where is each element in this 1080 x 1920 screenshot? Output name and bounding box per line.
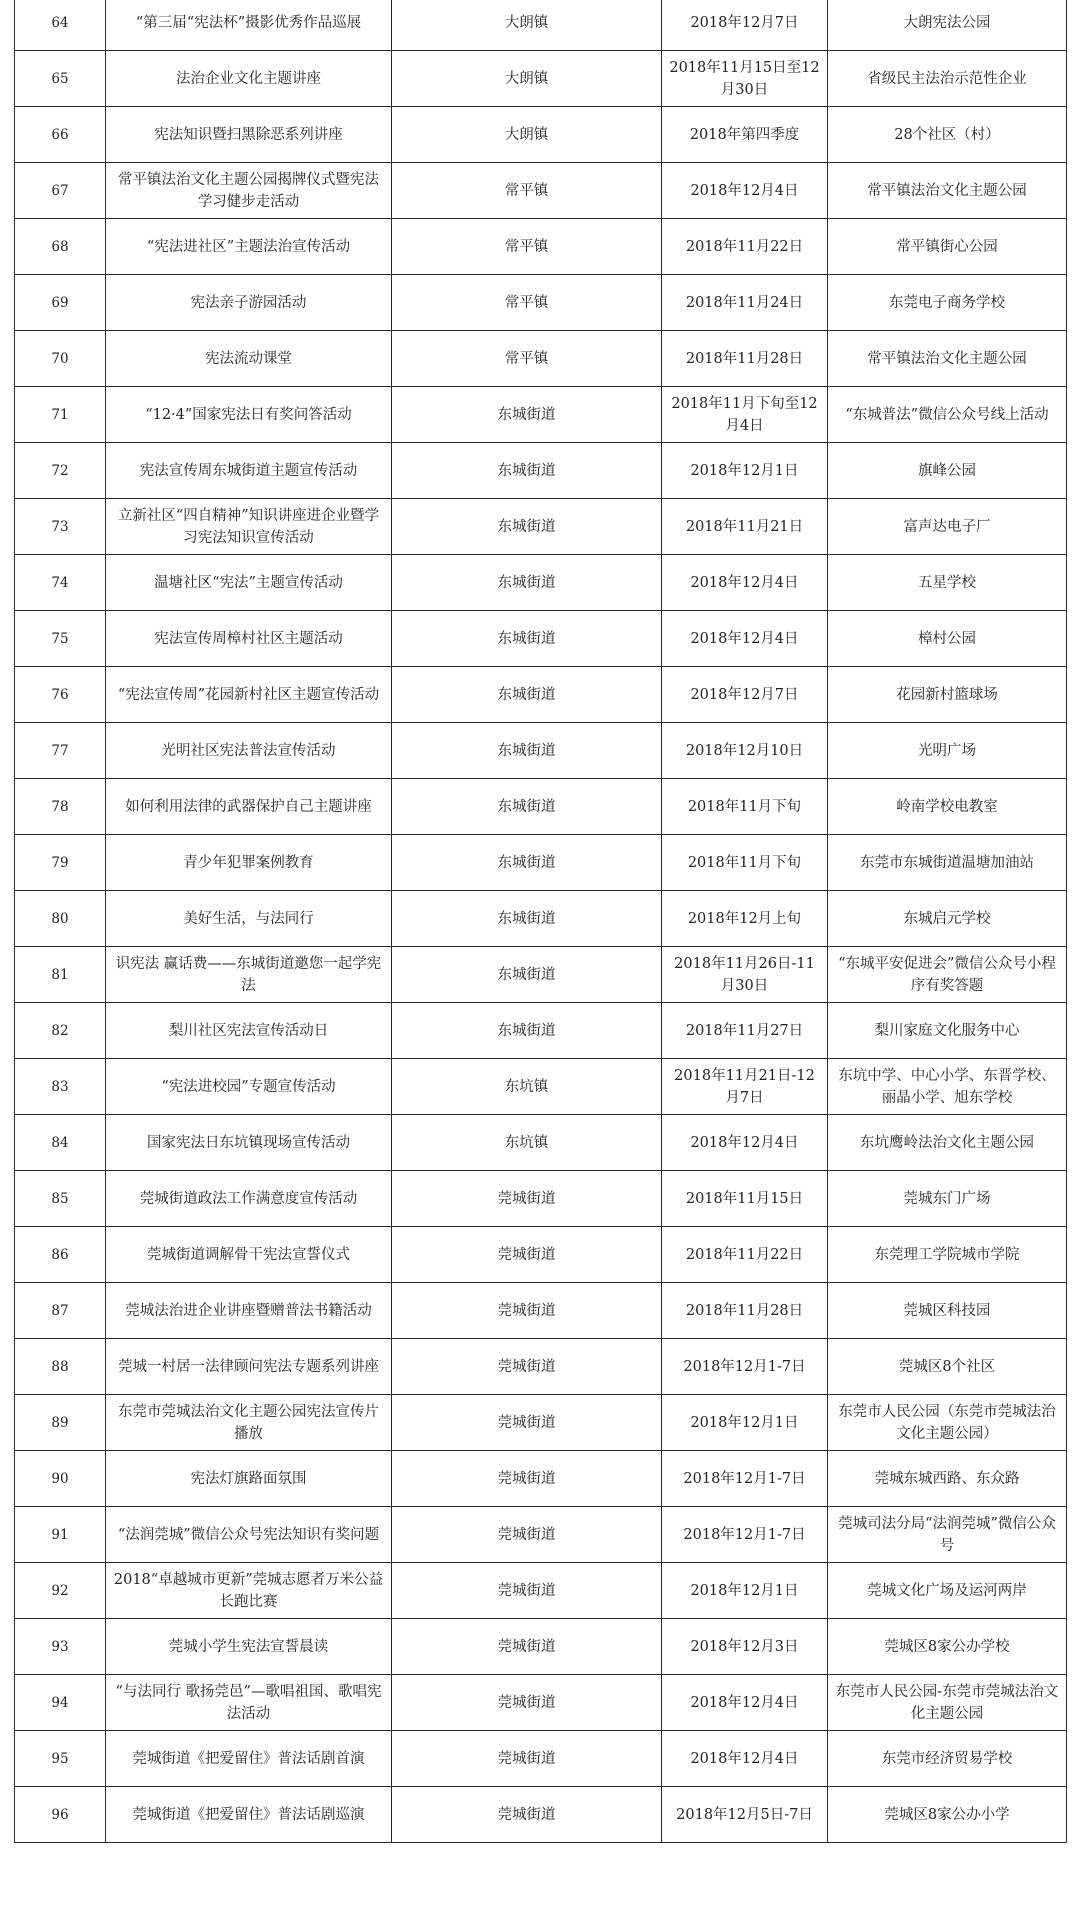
organizer-cell: 东城街道: [392, 779, 662, 835]
date-cell: 2018年12月1日: [662, 1563, 828, 1619]
date-cell: 2018年11月21日-12月7日: [662, 1059, 828, 1115]
activity-name-cell: “宪法宣传周”花园新村社区主题宣传活动: [106, 667, 392, 723]
row-number-cell: 70: [15, 331, 106, 387]
venue-cell: 东莞市人民公园-东莞市莞城法治文化主题公园: [828, 1675, 1067, 1731]
row-number-cell: 71: [15, 387, 106, 443]
table-row: [15, 1451, 1067, 1507]
date-cell: 2018年12月4日: [662, 1115, 828, 1171]
table-row: [15, 1619, 1067, 1675]
date-cell: 2018年12月1-7日: [662, 1339, 828, 1395]
row-number-cell: 72: [15, 443, 106, 499]
activity-name-cell: 如何利用法律的武器保护自己主题讲座: [106, 779, 392, 835]
date-cell: 2018年12月上旬: [662, 891, 828, 947]
row-number-cell: 64: [15, 0, 106, 51]
row-number-cell: 89: [15, 1395, 106, 1451]
activity-name-cell: “第三届“宪法杯”摄影优秀作品巡展: [106, 0, 392, 51]
date-cell: 2018年12月4日: [662, 555, 828, 611]
table-row: [15, 667, 1067, 723]
activity-name-cell: “宪法进校园”专题宣传活动: [106, 1059, 392, 1115]
activity-name-cell: 梨川社区宪法宣传活动日: [106, 1003, 392, 1059]
table-row: [15, 891, 1067, 947]
venue-cell: 常平镇街心公园: [828, 219, 1067, 275]
date-cell: 2018年11月下旬: [662, 779, 828, 835]
venue-cell: 花园新村篮球场: [828, 667, 1067, 723]
organizer-cell: 莞城街道: [392, 1675, 662, 1731]
row-number-cell: 95: [15, 1731, 106, 1787]
table-row: [15, 947, 1067, 1003]
table-row: [15, 1171, 1067, 1227]
date-cell: 2018年11月28日: [662, 1283, 828, 1339]
organizer-cell: 莞城街道: [392, 1451, 662, 1507]
organizer-cell: 常平镇: [392, 275, 662, 331]
date-cell: 2018年第四季度: [662, 107, 828, 163]
date-cell: 2018年12月7日: [662, 667, 828, 723]
venue-cell: 东坑中学、中心小学、东晋学校、丽晶小学、旭东学校: [828, 1059, 1067, 1115]
table-row: [15, 835, 1067, 891]
date-cell: 2018年11月15日至12月30日: [662, 51, 828, 107]
row-number-cell: 66: [15, 107, 106, 163]
row-number-cell: 73: [15, 499, 106, 555]
venue-cell: 富声达电子厂: [828, 499, 1067, 555]
organizer-cell: 东坑镇: [392, 1059, 662, 1115]
activity-name-cell: 宪法灯旗路面氛围: [106, 1451, 392, 1507]
row-number-cell: 69: [15, 275, 106, 331]
activity-name-cell: 宪法亲子游园活动: [106, 275, 392, 331]
activity-name-cell: 美好生活，与法同行: [106, 891, 392, 947]
date-cell: 2018年12月1日: [662, 1395, 828, 1451]
venue-cell: 常平镇法治文化主题公园: [828, 331, 1067, 387]
row-number-cell: 79: [15, 835, 106, 891]
venue-cell: 莞城区8家公办小学: [828, 1787, 1067, 1843]
venue-cell: 梨川家庭文化服务中心: [828, 1003, 1067, 1059]
table-row: [15, 1339, 1067, 1395]
table-row: [15, 723, 1067, 779]
activity-name-cell: “12·4”国家宪法日有奖问答活动: [106, 387, 392, 443]
row-number-cell: 74: [15, 555, 106, 611]
venue-cell: “东城平安促进会”微信公众号小程序有奖答题: [828, 947, 1067, 1003]
date-cell: 2018年12月1-7日: [662, 1507, 828, 1563]
date-cell: 2018年11月24日: [662, 275, 828, 331]
row-number-cell: 96: [15, 1787, 106, 1843]
table-row: [15, 1507, 1067, 1563]
table-row: [15, 1675, 1067, 1731]
venue-cell: 东莞市经济贸易学校: [828, 1731, 1067, 1787]
activity-name-cell: 常平镇法治文化主题公园揭牌仪式暨宪法学习健步走活动: [106, 163, 392, 219]
row-number-cell: 91: [15, 1507, 106, 1563]
activity-name-cell: 宪法知识暨扫黑除恶系列讲座: [106, 107, 392, 163]
organizer-cell: 莞城街道: [392, 1619, 662, 1675]
venue-cell: 莞城东门广场: [828, 1171, 1067, 1227]
row-number-cell: 86: [15, 1227, 106, 1283]
table-row: [15, 555, 1067, 611]
date-cell: 2018年11月下旬: [662, 835, 828, 891]
row-number-cell: 93: [15, 1619, 106, 1675]
date-cell: 2018年12月4日: [662, 163, 828, 219]
organizer-cell: 东城街道: [392, 947, 662, 1003]
row-number-cell: 65: [15, 51, 106, 107]
organizer-cell: 大朗镇: [392, 0, 662, 51]
date-cell: 2018年12月4日: [662, 611, 828, 667]
organizer-cell: 东城街道: [392, 611, 662, 667]
venue-cell: 28个社区（村）: [828, 107, 1067, 163]
row-number-cell: 78: [15, 779, 106, 835]
venue-cell: 东坑鹰岭法治文化主题公园: [828, 1115, 1067, 1171]
activity-name-cell: 莞城一村居一法律顾问宪法专题系列讲座: [106, 1339, 392, 1395]
activity-name-cell: 宪法宣传周东城街道主题宣传活动: [106, 443, 392, 499]
table-row: [15, 1731, 1067, 1787]
table-row: [15, 1787, 1067, 1843]
activity-name-cell: 宪法流动课堂: [106, 331, 392, 387]
activity-name-cell: 国家宪法日东坑镇现场宣传活动: [106, 1115, 392, 1171]
row-number-cell: 83: [15, 1059, 106, 1115]
row-number-cell: 81: [15, 947, 106, 1003]
date-cell: 2018年11月下旬至12月4日: [662, 387, 828, 443]
organizer-cell: 莞城街道: [392, 1339, 662, 1395]
table-row: [15, 275, 1067, 331]
organizer-cell: 东坑镇: [392, 1115, 662, 1171]
date-cell: 2018年11月27日: [662, 1003, 828, 1059]
activity-name-cell: 莞城街道《把爱留住》普法话剧首演: [106, 1731, 392, 1787]
activity-name-cell: 宪法宣传周樟村社区主题活动: [106, 611, 392, 667]
activity-name-cell: “宪法进社区”主题法治宣传活动: [106, 219, 392, 275]
row-number-cell: 85: [15, 1171, 106, 1227]
organizer-cell: 东城街道: [392, 443, 662, 499]
date-cell: 2018年12月5日-7日: [662, 1787, 828, 1843]
row-number-cell: 76: [15, 667, 106, 723]
date-cell: 2018年12月1日: [662, 443, 828, 499]
venue-cell: 旗峰公园: [828, 443, 1067, 499]
date-cell: 2018年12月10日: [662, 723, 828, 779]
date-cell: 2018年12月1-7日: [662, 1451, 828, 1507]
row-number-cell: 82: [15, 1003, 106, 1059]
table-row: [15, 331, 1067, 387]
venue-cell: 东莞市东城街道温塘加油站: [828, 835, 1067, 891]
venue-cell: “东城普法”微信公众号线上活动: [828, 387, 1067, 443]
organizer-cell: 东城街道: [392, 1003, 662, 1059]
table-row: [15, 1395, 1067, 1451]
organizer-cell: 东城街道: [392, 723, 662, 779]
venue-cell: 东莞市人民公园（东莞市莞城法治文化主题公园）: [828, 1395, 1067, 1451]
activity-name-cell: 莞城街道《把爱留住》普法话剧巡演: [106, 1787, 392, 1843]
row-number-cell: 77: [15, 723, 106, 779]
activity-name-cell: 温塘社区“宪法”主题宣传活动: [106, 555, 392, 611]
row-number-cell: 75: [15, 611, 106, 667]
venue-cell: 五星学校: [828, 555, 1067, 611]
organizer-cell: 东城街道: [392, 555, 662, 611]
venue-cell: 樟村公园: [828, 611, 1067, 667]
date-cell: 2018年11月21日: [662, 499, 828, 555]
table-row: [15, 107, 1067, 163]
activity-name-cell: 东莞市莞城法治文化主题公园宪法宣传片播放: [106, 1395, 392, 1451]
organizer-cell: 莞城街道: [392, 1563, 662, 1619]
table-row: [15, 0, 1067, 51]
table-row: [15, 1115, 1067, 1171]
venue-cell: 东城启元学校: [828, 891, 1067, 947]
organizer-cell: 莞城街道: [392, 1171, 662, 1227]
venue-cell: 常平镇法治文化主题公园: [828, 163, 1067, 219]
venue-cell: 莞城区科技园: [828, 1283, 1067, 1339]
organizer-cell: 常平镇: [392, 219, 662, 275]
date-cell: 2018年12月7日: [662, 0, 828, 51]
activity-name-cell: 光明社区宪法普法宣传活动: [106, 723, 392, 779]
date-cell: 2018年12月4日: [662, 1675, 828, 1731]
organizer-cell: 莞城街道: [392, 1227, 662, 1283]
venue-cell: 东莞理工学院城市学院: [828, 1227, 1067, 1283]
activity-name-cell: “与法同行 歌扬莞邑”—歌唱祖国、歌唱宪法活动: [106, 1675, 392, 1731]
table-row: [15, 1563, 1067, 1619]
date-cell: 2018年11月26日-11月30日: [662, 947, 828, 1003]
row-number-cell: 87: [15, 1283, 106, 1339]
venue-cell: 省级民主法治示范性企业: [828, 51, 1067, 107]
table-row: [15, 1059, 1067, 1115]
row-number-cell: 80: [15, 891, 106, 947]
activity-name-cell: 法治企业文化主题讲座: [106, 51, 392, 107]
organizer-cell: 莞城街道: [392, 1787, 662, 1843]
organizer-cell: 东城街道: [392, 891, 662, 947]
table-row: [15, 611, 1067, 667]
table-row: [15, 51, 1067, 107]
date-cell: 2018年11月22日: [662, 1227, 828, 1283]
row-number-cell: 90: [15, 1451, 106, 1507]
activity-name-cell: 立新社区“四自精神”知识讲座进企业暨学习宪法知识宣传活动: [106, 499, 392, 555]
venue-cell: 莞城司法分局“法润莞城”微信公众号: [828, 1507, 1067, 1563]
date-cell: 2018年11月15日: [662, 1171, 828, 1227]
activity-name-cell: 莞城街道政法工作满意度宣传活动: [106, 1171, 392, 1227]
activity-table-body: [15, 0, 1067, 1843]
table-row: [15, 1003, 1067, 1059]
activity-table: [14, 0, 1067, 1843]
venue-cell: 莞城文化广场及运河两岸: [828, 1563, 1067, 1619]
activity-name-cell: 莞城街道调解骨干宪法宣誓仪式: [106, 1227, 392, 1283]
activity-name-cell: 莞城小学生宪法宣誓晨读: [106, 1619, 392, 1675]
date-cell: 2018年12月4日: [662, 1731, 828, 1787]
activity-name-cell: 2018“卓越城市更新”莞城志愿者万米公益长跑比赛: [106, 1563, 392, 1619]
table-row: [15, 163, 1067, 219]
venue-cell: 莞城东城西路、东众路: [828, 1451, 1067, 1507]
activity-name-cell: 识宪法 赢话费——东城街道邀您一起学宪法: [106, 947, 392, 1003]
organizer-cell: 莞城街道: [392, 1395, 662, 1451]
table-row: [15, 1227, 1067, 1283]
row-number-cell: 67: [15, 163, 106, 219]
organizer-cell: 常平镇: [392, 163, 662, 219]
row-number-cell: 92: [15, 1563, 106, 1619]
venue-cell: 光明广场: [828, 723, 1067, 779]
table-row: [15, 387, 1067, 443]
table-row: [15, 443, 1067, 499]
venue-cell: 东莞电子商务学校: [828, 275, 1067, 331]
organizer-cell: 莞城街道: [392, 1507, 662, 1563]
row-number-cell: 84: [15, 1115, 106, 1171]
organizer-cell: 东城街道: [392, 667, 662, 723]
table-row: [15, 779, 1067, 835]
organizer-cell: 莞城街道: [392, 1731, 662, 1787]
organizer-cell: 东城街道: [392, 835, 662, 891]
date-cell: 2018年11月28日: [662, 331, 828, 387]
activity-name-cell: “法润莞城”微信公众号宪法知识有奖问题: [106, 1507, 392, 1563]
organizer-cell: 东城街道: [392, 499, 662, 555]
venue-cell: 大朗宪法公园: [828, 0, 1067, 51]
venue-cell: 莞城区8家公办学校: [828, 1619, 1067, 1675]
venue-cell: 岭南学校电教室: [828, 779, 1067, 835]
organizer-cell: 大朗镇: [392, 51, 662, 107]
date-cell: 2018年11月22日: [662, 219, 828, 275]
row-number-cell: 68: [15, 219, 106, 275]
organizer-cell: 莞城街道: [392, 1283, 662, 1339]
row-number-cell: 94: [15, 1675, 106, 1731]
organizer-cell: 常平镇: [392, 331, 662, 387]
date-cell: 2018年12月3日: [662, 1619, 828, 1675]
activity-name-cell: 青少年犯罪案例教育: [106, 835, 392, 891]
organizer-cell: 大朗镇: [392, 107, 662, 163]
activity-name-cell: 莞城法治进企业讲座暨赠普法书籍活动: [106, 1283, 392, 1339]
row-number-cell: 88: [15, 1339, 106, 1395]
organizer-cell: 东城街道: [392, 387, 662, 443]
venue-cell: 莞城区8个社区: [828, 1339, 1067, 1395]
table-row: [15, 219, 1067, 275]
table-row: [15, 499, 1067, 555]
table-row: [15, 1283, 1067, 1339]
